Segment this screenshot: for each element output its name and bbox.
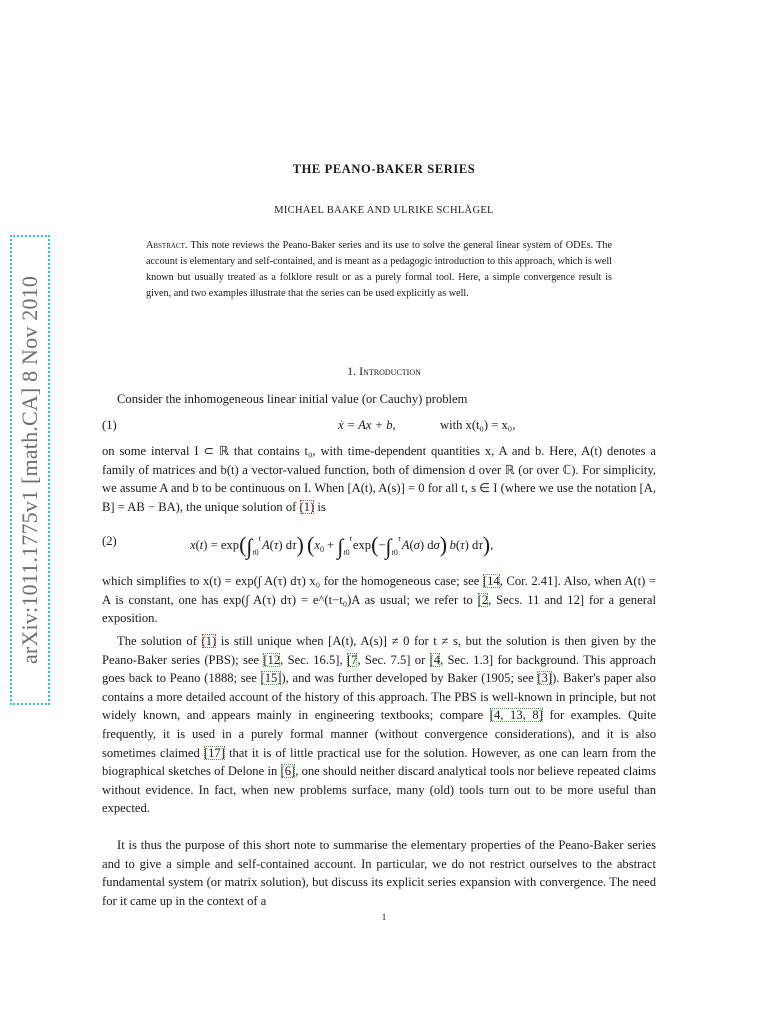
equation-ref-link[interactable]: (1) [201, 634, 217, 648]
equation-2-formula: $x(t) = \exp(\int_{t0}^t$ A(τ) dτ) ($x_0 + \int_{t0}^t$ $\exp(-\int_{t0}^\tau$ A(σ) dσ) b(τ) dτ), [190, 532, 494, 559]
abstract-text: This note reviews the Peano-Baker series and its use to solve the general linear system of ODEs. The account is elementary and self-contained, and is meant as a pedagogic introduction to this approach, which is well known but usually treated as a folklore result or as a purely formal tool. Here, a simple convergence result is given, and two examples illustrate that the series can be used explicitly as well. [146, 240, 612, 299]
paragraph-1-end: is [317, 499, 326, 514]
paper-authors: MICHAEL BAAKE AND ULRIKE SCHLÄGEL [274, 205, 494, 216]
paragraph-2-text-b: , Cor. 2.41]. Also, when A(t) = A is constant, one has exp(∫ A(τ) dτ) = e^(t−t₀)A as usual; we refer to [102, 574, 656, 607]
equation-2-number: (2) [102, 534, 117, 548]
equation-1 [102, 418, 656, 442]
paragraph-3-text: , Sec. 7.5] or [357, 652, 426, 667]
citation-link[interactable]: [14 [482, 574, 500, 588]
paragraph-3-text: , Sec. 16.5], [280, 652, 343, 667]
page-number: 1 [381, 912, 387, 922]
citation-link[interactable]: [6] [280, 764, 296, 779]
citation-link[interactable]: [17] [203, 745, 225, 760]
section-title: Introduction [359, 364, 421, 378]
paragraph-3-text: The solution of [117, 634, 197, 648]
citation-link[interactable]: [4 [429, 652, 441, 667]
arxiv-stamp[interactable] [10, 235, 50, 705]
paper-title: THE PEANO-BAKER SERIES [292, 162, 476, 176]
equation-1-lhs: ẋ = Ax + b, [338, 418, 396, 432]
equation-ref-link[interactable]: (1) [299, 499, 315, 514]
equation-1-condition: with x(t₀) = x₀, [440, 418, 516, 432]
paragraph-2 [102, 572, 656, 628]
arxiv-identifier[interactable]: arXiv:1011.1775v1 [math.CA] 8 Nov 2010 [17, 275, 42, 665]
section-number: 1. [347, 364, 357, 378]
equation-1-number: (1) [102, 418, 117, 432]
paragraph-2-text-c: , Secs. 11 and 12] for a general exposition. [102, 592, 656, 626]
paragraph-3-text: is still unique when [A(t), A(s)] ≠ 0 for t ≠ s, but the solution is then given by the Peano-Baker series (PBS); see [102, 634, 657, 667]
citation-link[interactable]: [3] [537, 671, 553, 686]
equation-2 [102, 532, 656, 566]
paragraph-4: It is thus the purpose of this short note to summarise the elementary properties of the Peano-Baker series and to give a simple and self-contained account. In particular, we do not restrict ourselves to the abstract fundamental system (or matrix solution), but discuss its explicit series expansion with convergence. The need for it came up in the context of a [102, 838, 656, 908]
citation-link[interactable]: [7 [346, 652, 358, 667]
paragraph-3-text: that it is of little practical use for the solution. However, as one can learn from the biographical sketches of Delone in [102, 745, 656, 779]
paragraph-3-text: for examples. Quite frequently, it is used in a purely formal manner (without convergence considerations), and it is also sometimes claimed [102, 708, 657, 760]
citation-link[interactable]: [15] [260, 671, 282, 686]
paragraph-3-text: ), and was further developed by Baker (1905; see [281, 671, 534, 686]
citation-link[interactable]: [2 [477, 592, 489, 607]
citation-link[interactable]: [4, 13, 8] [489, 708, 543, 723]
section-heading [0, 364, 768, 379]
abstract [146, 238, 612, 302]
paragraph-3-text: , Sec. 1.3] for background. This approach goes back to Peano (1888; see [102, 652, 656, 686]
paragraph-3-text: ). Baker's paper also contains a more detailed account of the history of this approach. The PBS is well-known in principle, but not widely known, and appears mainly in engineering textbooks; compare [102, 671, 656, 723]
paragraph-3-text: , one should neither discard analytical tools nor believe repeated claims without evidence. In fact, when new problems surface, many (old) tools turn out to be more useful than expected. [102, 764, 656, 816]
paragraph-1-text: on some interval I ⊂ ℝ that contains t₀, with time-dependent quantities x, A and b. Here, A(t) denotes a family of matrices and b(t) a vector-valued function, both of dimension d over ℝ (or over ℂ). For simplicity, we assume A and b to be continuous on I. When [A(t), A(s)] = 0 for all t, s ∈ I (where we use the notation [A, B] = AB − BA), the unique solution of [102, 444, 656, 514]
paragraph-2-text-a: which simplifies to x(t) = exp(∫ A(τ) dτ) x₀ for the homogeneous case; see [102, 574, 480, 588]
citation-link[interactable]: [12 [263, 652, 281, 667]
abstract-label: Abstract. [146, 240, 188, 251]
paragraph-3 [102, 632, 656, 818]
paragraph-1 [102, 442, 656, 516]
intro-line: Consider the inhomogeneous linear initial value (or Cauchy) problem [117, 392, 468, 406]
